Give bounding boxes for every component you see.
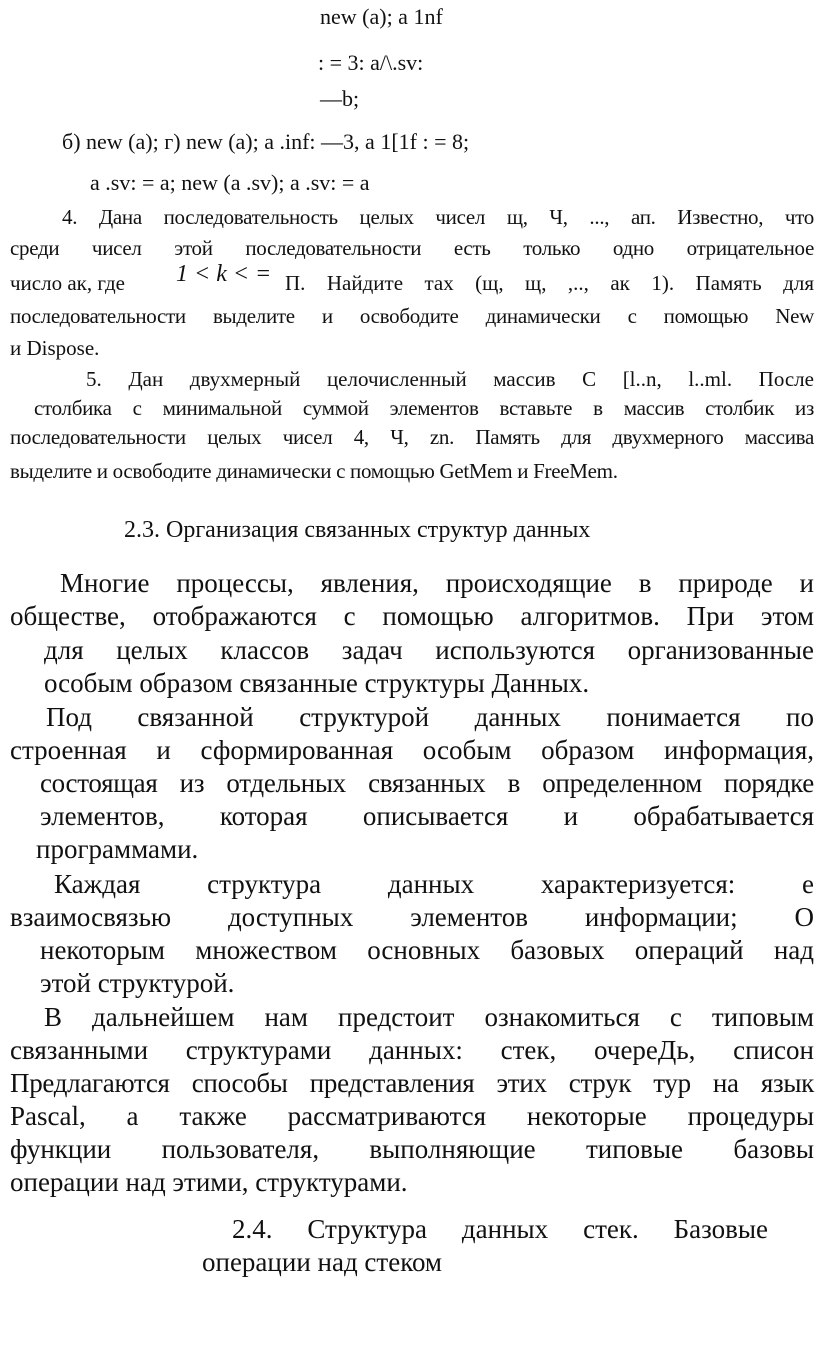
para1-line-2: обществе, отображаются с помощью алгоритмов. При этом xyxy=(10,601,814,631)
section-heading-2-4-line-1: 2.4. Структура данных стек. Базовые xyxy=(232,1214,768,1244)
para3-line-2: взаимосвязью доступных элементов информации; О xyxy=(10,902,814,932)
task4-line-4: последовательности выделите и освободите динамически с помощью New xyxy=(10,304,814,328)
para4-line-4: Pascal, а также рассматриваются некоторые процедуры xyxy=(10,1101,814,1131)
para3-line-4: этой структурой. xyxy=(40,968,235,998)
para4-line-1: В дальнейшем нам предстоит ознакомиться с типовым xyxy=(44,1002,814,1032)
para4-line-2: связанными структурами данных: стек, очереДь, списон xyxy=(10,1035,814,1065)
section-heading-2-4-line-2: операции над стеком xyxy=(202,1247,443,1277)
code-line-2: : = 3: a/\.sv: xyxy=(318,50,424,75)
section-heading-2-3: 2.3. Организация связанных структур данных xyxy=(124,517,591,543)
task4-line-3-start: число ак, где xyxy=(10,271,125,295)
para1-line-1: Многие процессы, явления, происходящие в природе и xyxy=(60,568,814,598)
para3-line-3: некоторым множеством основных базовых операций над xyxy=(40,935,814,965)
task5-line-2: столбика с минимальной суммой элементов вставьте в массив столбик из xyxy=(34,396,814,420)
code-line-4: б) new (а); г) new (а); a .inf: —3, a 1[1f : = 8; xyxy=(62,129,470,154)
code-line-5: a .sv: = a; new (a .sv); a .sv: = a xyxy=(90,170,370,195)
code-line-3: —b; xyxy=(320,86,360,111)
para1-line-4: особым образом связанные структуры Данных. xyxy=(44,668,590,698)
para2-line-4: элементов, которая описывается и обрабатывается xyxy=(40,801,814,831)
para2-line-5: программами. xyxy=(36,834,199,864)
para2-line-3: состоящая из отдельных связанных в определенном порядке xyxy=(40,768,814,798)
code-line-1: new (а); a 1nf xyxy=(320,4,443,29)
para4-line-3: Предлагаются способы представления этих струк тур на язык xyxy=(10,1068,814,1098)
task4-line-5: и Dispose. xyxy=(10,336,100,360)
task4-line-2: среди чисел этой последовательности есть только одно отрицательное xyxy=(10,236,814,260)
task5-line-4: выделите и освободите динамически с помощью GetMem и FreeMem. xyxy=(10,459,618,483)
task4-line-3-end: П. Найдите тах (щ, щ, ,.., ак 1). Память для xyxy=(285,271,814,295)
task4-formula: 1 < k < = xyxy=(176,261,272,287)
para1-line-3: для целых классов задач используются организованные xyxy=(44,635,814,665)
para4-line-6: операции над этими, структурами. xyxy=(10,1167,408,1197)
para4-line-5: функции пользователя, выполняющие типовые базовы xyxy=(10,1134,814,1164)
task5-line-3: последовательности целых чисел 4, Ч, zn. Память для двухмерного массива xyxy=(10,425,814,449)
para2-line-1: Под связанной структурой данных понимается по xyxy=(46,702,814,732)
task4-line-1: 4. Дана последовательность целых чисел щ, Ч, ..., ап. Известно, что xyxy=(62,205,814,229)
para3-line-1: Каждая структура данных характеризуется: е xyxy=(54,869,814,899)
para2-line-2: строенная и сформированная особым образом информация, xyxy=(10,735,814,765)
task5-line-1: 5. Дан двухмерный целочисленный массив С [l..n, l..ml. После xyxy=(86,367,814,391)
